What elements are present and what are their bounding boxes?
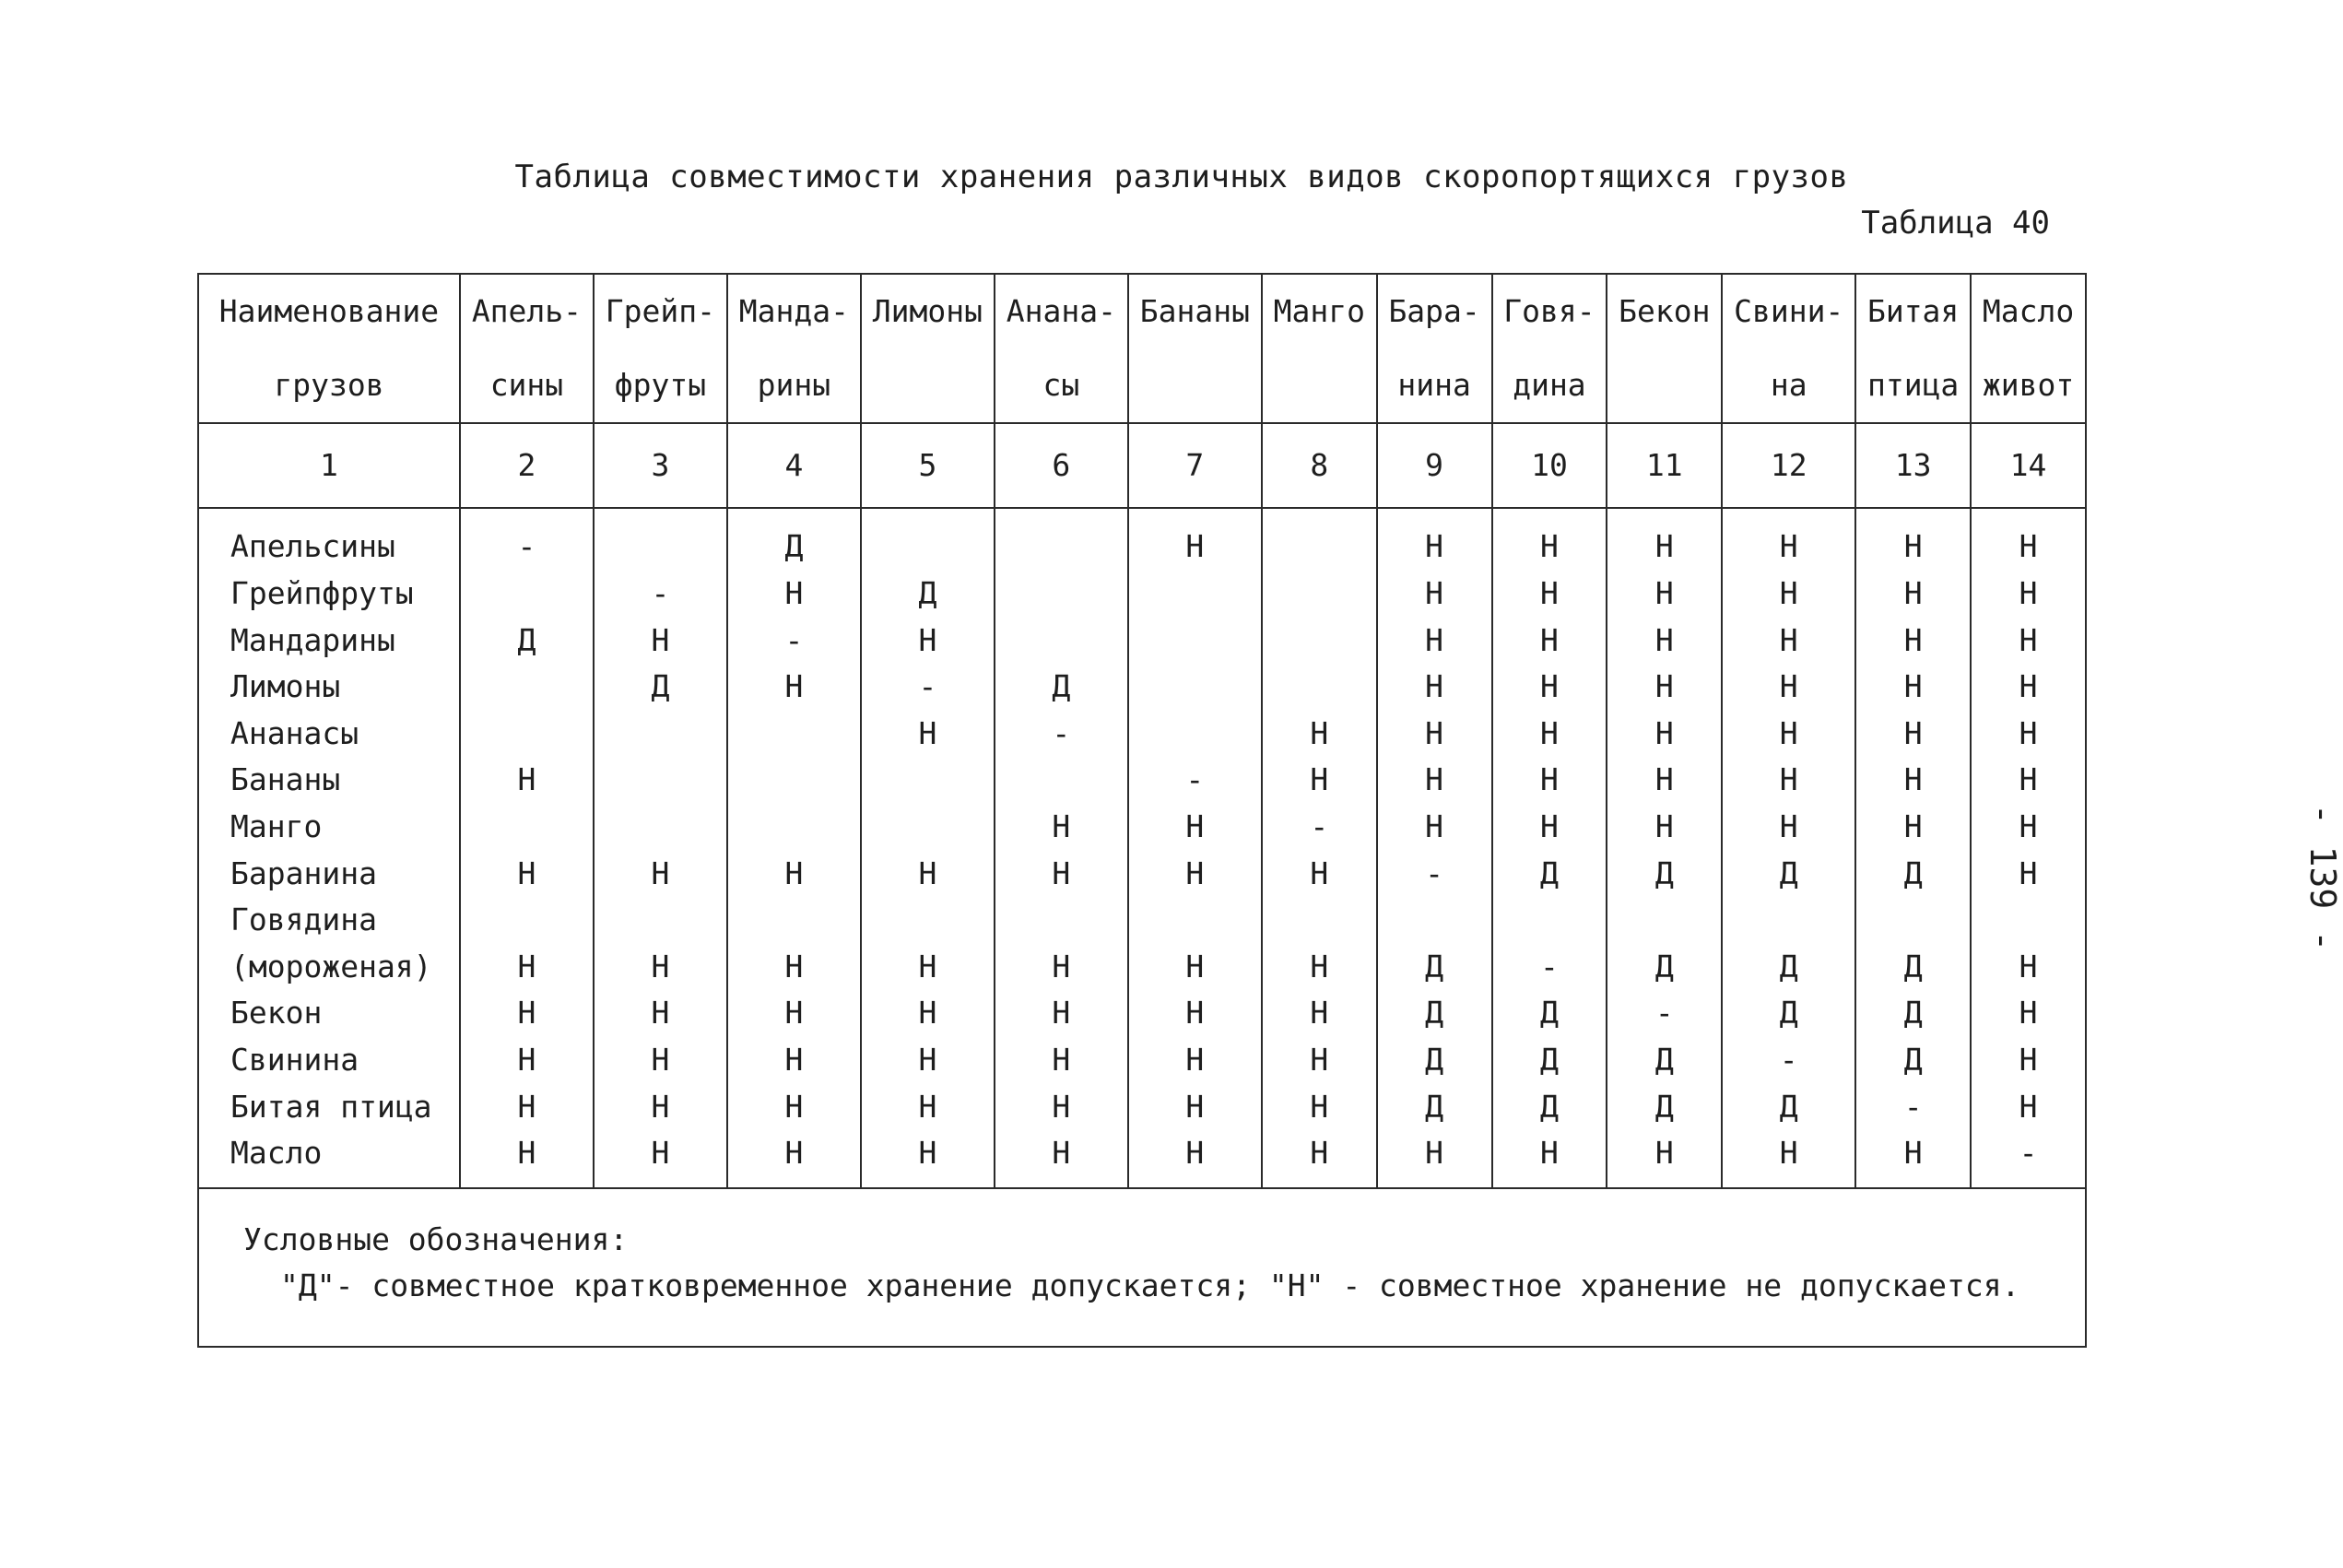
- table-cell: Н: [594, 1083, 727, 1130]
- column-header: Битая: [1855, 274, 1971, 348]
- column-header: Говя-: [1492, 274, 1607, 348]
- table-cell: Н: [460, 990, 594, 1037]
- table-cell: Д: [1492, 990, 1607, 1037]
- table-row: [198, 710, 2086, 757]
- column-header: сы: [995, 348, 1128, 423]
- column-header: фруты: [594, 348, 727, 423]
- table-cell: [1128, 570, 1262, 617]
- table-cell: Н: [1262, 943, 1377, 990]
- table-cell: [861, 896, 995, 943]
- table-cell: [1128, 896, 1262, 943]
- column-header: [1607, 348, 1722, 423]
- table-cell: Н: [995, 943, 1128, 990]
- table-cell: Н: [1607, 617, 1722, 664]
- column-header: птица: [1855, 348, 1971, 423]
- table-cell: Н: [1855, 710, 1971, 757]
- table-cell: Н: [1262, 1083, 1377, 1130]
- column-header: [861, 348, 995, 423]
- table-cell: [1722, 896, 1855, 943]
- table-cell: -: [1971, 1129, 2086, 1188]
- column-number: 8: [1262, 423, 1377, 508]
- table-cell: [727, 896, 861, 943]
- table-cell: [460, 570, 594, 617]
- table-cell: Н: [1492, 617, 1607, 664]
- table-cell: [1128, 663, 1262, 710]
- table-cell: [995, 757, 1128, 804]
- table-cell: Н: [1492, 663, 1607, 710]
- table-cell: Н: [1262, 850, 1377, 897]
- column-header: Бананы: [1128, 274, 1262, 348]
- table-cell: [1262, 663, 1377, 710]
- table-cell: Н: [460, 1083, 594, 1130]
- table-cell: Н: [1377, 757, 1492, 804]
- row-name: Говядина: [198, 896, 460, 943]
- table-cell: Н: [594, 1036, 727, 1083]
- table-cell: [995, 896, 1128, 943]
- table-cell: Н: [1855, 508, 1971, 571]
- table-cell: Д: [1722, 850, 1855, 897]
- table-row: [198, 617, 2086, 664]
- column-number: 5: [861, 423, 995, 508]
- table-cell: Н: [1607, 803, 1722, 850]
- table-cell: [1855, 896, 1971, 943]
- table-cell: Н: [995, 990, 1128, 1037]
- table-cell: Н: [594, 850, 727, 897]
- table-row: [198, 508, 2086, 571]
- row-name: Битая птица: [198, 1083, 460, 1130]
- column-number: 4: [727, 423, 861, 508]
- table-cell: [460, 710, 594, 757]
- table-cell: Н: [1262, 757, 1377, 804]
- table-cell: Н: [1128, 943, 1262, 990]
- table-cell: [861, 757, 995, 804]
- table-cell: Н: [460, 943, 594, 990]
- table-cell: [1262, 570, 1377, 617]
- table-cell: Н: [995, 850, 1128, 897]
- table-cell: Д: [460, 617, 594, 664]
- column-header: Апель-: [460, 274, 594, 348]
- table-cell: -: [1377, 850, 1492, 897]
- table-cell: Д: [1377, 990, 1492, 1037]
- table-cell: Д: [1855, 1036, 1971, 1083]
- table-cell: [995, 570, 1128, 617]
- column-header: живот: [1971, 348, 2086, 423]
- table-cell: Н: [1971, 1036, 2086, 1083]
- header-row: [198, 348, 2086, 423]
- table-cell: Н: [1128, 850, 1262, 897]
- table-cell: [594, 710, 727, 757]
- table-cell: [594, 803, 727, 850]
- table-cell: Н: [1971, 1083, 2086, 1130]
- table-row: [198, 570, 2086, 617]
- legend-row: [198, 1188, 2086, 1347]
- column-header: грузов: [198, 348, 460, 423]
- column-number: 11: [1607, 423, 1722, 508]
- table-cell: -: [995, 710, 1128, 757]
- column-header: [1262, 348, 1377, 423]
- table-row: [198, 663, 2086, 710]
- table-cell: Н: [861, 1036, 995, 1083]
- compatibility-table: [197, 273, 2087, 1348]
- table-cell: Н: [1722, 710, 1855, 757]
- table-cell: [727, 710, 861, 757]
- table-cell: [460, 803, 594, 850]
- table-row: [198, 943, 2086, 990]
- table-cell: [1128, 617, 1262, 664]
- table-cell: Д: [1377, 1036, 1492, 1083]
- table-cell: Н: [1971, 850, 2086, 897]
- table-cell: Н: [1971, 663, 2086, 710]
- column-number: 2: [460, 423, 594, 508]
- table-cell: -: [1855, 1083, 1971, 1130]
- table-cell: -: [861, 663, 995, 710]
- table-cell: Н: [861, 1083, 995, 1130]
- table-cell: Н: [1607, 570, 1722, 617]
- table-row: [198, 1036, 2086, 1083]
- table-cell: [995, 617, 1128, 664]
- table-cell: -: [1722, 1036, 1855, 1083]
- table-cell: Н: [727, 850, 861, 897]
- table-cell: [727, 803, 861, 850]
- table-cell: Н: [1377, 803, 1492, 850]
- table-cell: Н: [1262, 710, 1377, 757]
- table-row: [198, 896, 2086, 943]
- table-cell: Н: [1855, 1129, 1971, 1188]
- table-cell: Н: [1377, 663, 1492, 710]
- table-row: [198, 803, 2086, 850]
- table-cell: Н: [1607, 663, 1722, 710]
- column-number: 3: [594, 423, 727, 508]
- column-number: 10: [1492, 423, 1607, 508]
- table-cell: [594, 757, 727, 804]
- table-cell: Н: [1128, 508, 1262, 571]
- column-header: [1128, 348, 1262, 423]
- table-cell: Н: [594, 990, 727, 1037]
- table-row: [198, 850, 2086, 897]
- table-cell: Д: [1607, 1036, 1722, 1083]
- column-header: Свини-: [1722, 274, 1855, 348]
- column-header: нина: [1377, 348, 1492, 423]
- table-cell: Д: [727, 508, 861, 571]
- row-name: Апельсины: [198, 508, 460, 571]
- table-cell: [1377, 896, 1492, 943]
- table-cell: Н: [1855, 617, 1971, 664]
- table-cell: Н: [1128, 1129, 1262, 1188]
- table-cell: Д: [1722, 990, 1855, 1037]
- table-cell: [861, 508, 995, 571]
- column-number: 12: [1722, 423, 1855, 508]
- table-body: [198, 274, 2086, 1347]
- table-cell: Н: [1607, 757, 1722, 804]
- row-name: Бананы: [198, 757, 460, 804]
- column-number: 6: [995, 423, 1128, 508]
- column-header: сины: [460, 348, 594, 423]
- column-number: 1: [198, 423, 460, 508]
- page-number: - 139 -: [2302, 803, 2343, 952]
- table-cell: Н: [1971, 617, 2086, 664]
- table-cell: Д: [594, 663, 727, 710]
- table-cell: Н: [995, 1129, 1128, 1188]
- row-name: Свинина: [198, 1036, 460, 1083]
- table-cell: Д: [1377, 943, 1492, 990]
- table-cell: Н: [460, 1036, 594, 1083]
- table-cell: Н: [1971, 803, 2086, 850]
- column-header: Бара-: [1377, 274, 1492, 348]
- row-name: Мандарины: [198, 617, 460, 664]
- table-cell: Н: [727, 570, 861, 617]
- column-number: 14: [1971, 423, 2086, 508]
- table-cell: Н: [1722, 1129, 1855, 1188]
- table-cell: Н: [861, 617, 995, 664]
- table-cell: Н: [1262, 1036, 1377, 1083]
- table-cell: Д: [1492, 1083, 1607, 1130]
- table-cell: [1262, 896, 1377, 943]
- table-cell: Н: [1492, 710, 1607, 757]
- table-cell: Н: [460, 1129, 594, 1188]
- column-header: Манда-: [727, 274, 861, 348]
- column-header: Бекон: [1607, 274, 1722, 348]
- table-cell: Н: [1722, 617, 1855, 664]
- legend-heading: Условные обозначения:: [243, 1221, 629, 1257]
- table-cell: Н: [1971, 990, 2086, 1037]
- table-cell: Н: [1855, 663, 1971, 710]
- column-header: дина: [1492, 348, 1607, 423]
- column-header: Анана-: [995, 274, 1128, 348]
- column-header: Манго: [1262, 274, 1377, 348]
- row-name: Бекон: [198, 990, 460, 1037]
- table-cell: Н: [995, 1083, 1128, 1130]
- table-cell: Н: [1377, 570, 1492, 617]
- table-cell: Н: [1492, 757, 1607, 804]
- table-cell: Н: [1262, 990, 1377, 1037]
- table-cell: Н: [995, 803, 1128, 850]
- column-number: 9: [1377, 423, 1492, 508]
- table-cell: Н: [1128, 990, 1262, 1037]
- table-cell: [727, 757, 861, 804]
- table-cell: Н: [995, 1036, 1128, 1083]
- table-cell: Н: [1971, 508, 2086, 571]
- table-cell: [594, 508, 727, 571]
- table-row: [198, 1083, 2086, 1130]
- table-cell: Н: [861, 710, 995, 757]
- table-cell: Н: [861, 990, 995, 1037]
- table-cell: -: [460, 508, 594, 571]
- table-cell: Н: [1855, 570, 1971, 617]
- table-cell: Н: [1492, 570, 1607, 617]
- column-header: Лимоны: [861, 274, 995, 348]
- table-cell: [460, 663, 594, 710]
- table-cell: [594, 896, 727, 943]
- row-name: (мороженая): [198, 943, 460, 990]
- legend: [198, 1188, 2086, 1347]
- table-row: [198, 757, 2086, 804]
- table-cell: Н: [861, 943, 995, 990]
- table-cell: Д: [861, 570, 995, 617]
- table-cell: -: [727, 617, 861, 664]
- table-cell: Д: [1607, 943, 1722, 990]
- table-cell: Н: [861, 850, 995, 897]
- column-header: Грейп-: [594, 274, 727, 348]
- table-cell: Н: [1607, 1129, 1722, 1188]
- table-cell: -: [1262, 803, 1377, 850]
- table-cell: Н: [727, 1083, 861, 1130]
- table-cell: [995, 508, 1128, 571]
- table-cell: -: [1128, 757, 1262, 804]
- table-cell: [1492, 896, 1607, 943]
- table-cell: Н: [1722, 757, 1855, 804]
- table-cell: Н: [1377, 710, 1492, 757]
- table-cell: Д: [1855, 990, 1971, 1037]
- table-title: Таблица совместимости хранения различных видов скоропортящихся грузов: [514, 159, 1849, 195]
- table-row: [198, 990, 2086, 1037]
- table-cell: Д: [1855, 850, 1971, 897]
- table-cell: Н: [1855, 757, 1971, 804]
- legend-text: "Д"- совместное кратковременное хранение допускается; "Н" - совместное хранение не допускается.: [280, 1267, 2020, 1303]
- column-header: Масло: [1971, 274, 2086, 348]
- table-cell: Н: [594, 617, 727, 664]
- table-cell: Д: [1492, 850, 1607, 897]
- table-cell: Д: [1492, 1036, 1607, 1083]
- table-cell: Н: [1128, 1083, 1262, 1130]
- table-cell: Н: [1607, 508, 1722, 571]
- table-cell: Н: [1492, 508, 1607, 571]
- table-cell: Н: [460, 757, 594, 804]
- column-number: 7: [1128, 423, 1262, 508]
- table-cell: Н: [1377, 617, 1492, 664]
- table-cell: Н: [1128, 803, 1262, 850]
- table-cell: Д: [995, 663, 1128, 710]
- table-row: [198, 1129, 2086, 1188]
- table-cell: Н: [1971, 710, 2086, 757]
- table-cell: Д: [1607, 850, 1722, 897]
- column-header: рины: [727, 348, 861, 423]
- column-header: на: [1722, 348, 1855, 423]
- table-cell: Д: [1377, 1083, 1492, 1130]
- table-number: Таблица 40: [1861, 205, 2050, 242]
- table-cell: [861, 803, 995, 850]
- header-row: [198, 274, 2086, 348]
- column-number: 13: [1855, 423, 1971, 508]
- table-cell: Н: [1492, 1129, 1607, 1188]
- table-cell: [1262, 508, 1377, 571]
- row-name: Баранина: [198, 850, 460, 897]
- table-cell: Н: [1128, 1036, 1262, 1083]
- row-name: Лимоны: [198, 663, 460, 710]
- table-cell: Д: [1607, 1083, 1722, 1130]
- table-cell: Н: [1262, 1129, 1377, 1188]
- row-name: Ананасы: [198, 710, 460, 757]
- table-cell: Н: [594, 943, 727, 990]
- table-cell: Н: [1855, 803, 1971, 850]
- table-cell: Н: [1722, 663, 1855, 710]
- table-cell: Д: [1722, 1083, 1855, 1130]
- table-cell: Н: [1971, 757, 2086, 804]
- table-cell: [1262, 617, 1377, 664]
- table-cell: Н: [594, 1129, 727, 1188]
- column-header: Наименование: [198, 274, 460, 348]
- table-cell: Н: [727, 990, 861, 1037]
- table-cell: [1607, 896, 1722, 943]
- table-cell: Н: [1377, 1129, 1492, 1188]
- table-cell: Н: [727, 1036, 861, 1083]
- table-cell: Н: [1377, 508, 1492, 571]
- table-cell: Н: [1607, 710, 1722, 757]
- table-cell: Н: [1971, 943, 2086, 990]
- table-cell: Н: [1722, 570, 1855, 617]
- table-cell: [1971, 896, 2086, 943]
- row-name: Манго: [198, 803, 460, 850]
- table-cell: -: [1607, 990, 1722, 1037]
- table-cell: -: [1492, 943, 1607, 990]
- table-cell: [460, 896, 594, 943]
- row-name: Грейпфруты: [198, 570, 460, 617]
- table-cell: Н: [861, 1129, 995, 1188]
- table-cell: Д: [1722, 943, 1855, 990]
- table-cell: Н: [727, 1129, 861, 1188]
- table-cell: Н: [727, 663, 861, 710]
- table-cell: [1128, 710, 1262, 757]
- table-cell: Н: [727, 943, 861, 990]
- table-cell: Н: [1722, 803, 1855, 850]
- table-cell: -: [594, 570, 727, 617]
- table-cell: Н: [1722, 508, 1855, 571]
- table-cell: Н: [1492, 803, 1607, 850]
- row-name: Масло: [198, 1129, 460, 1188]
- table-cell: Д: [1855, 943, 1971, 990]
- table-cell: Н: [1971, 570, 2086, 617]
- column-number-row: [198, 423, 2086, 508]
- table-cell: Н: [460, 850, 594, 897]
